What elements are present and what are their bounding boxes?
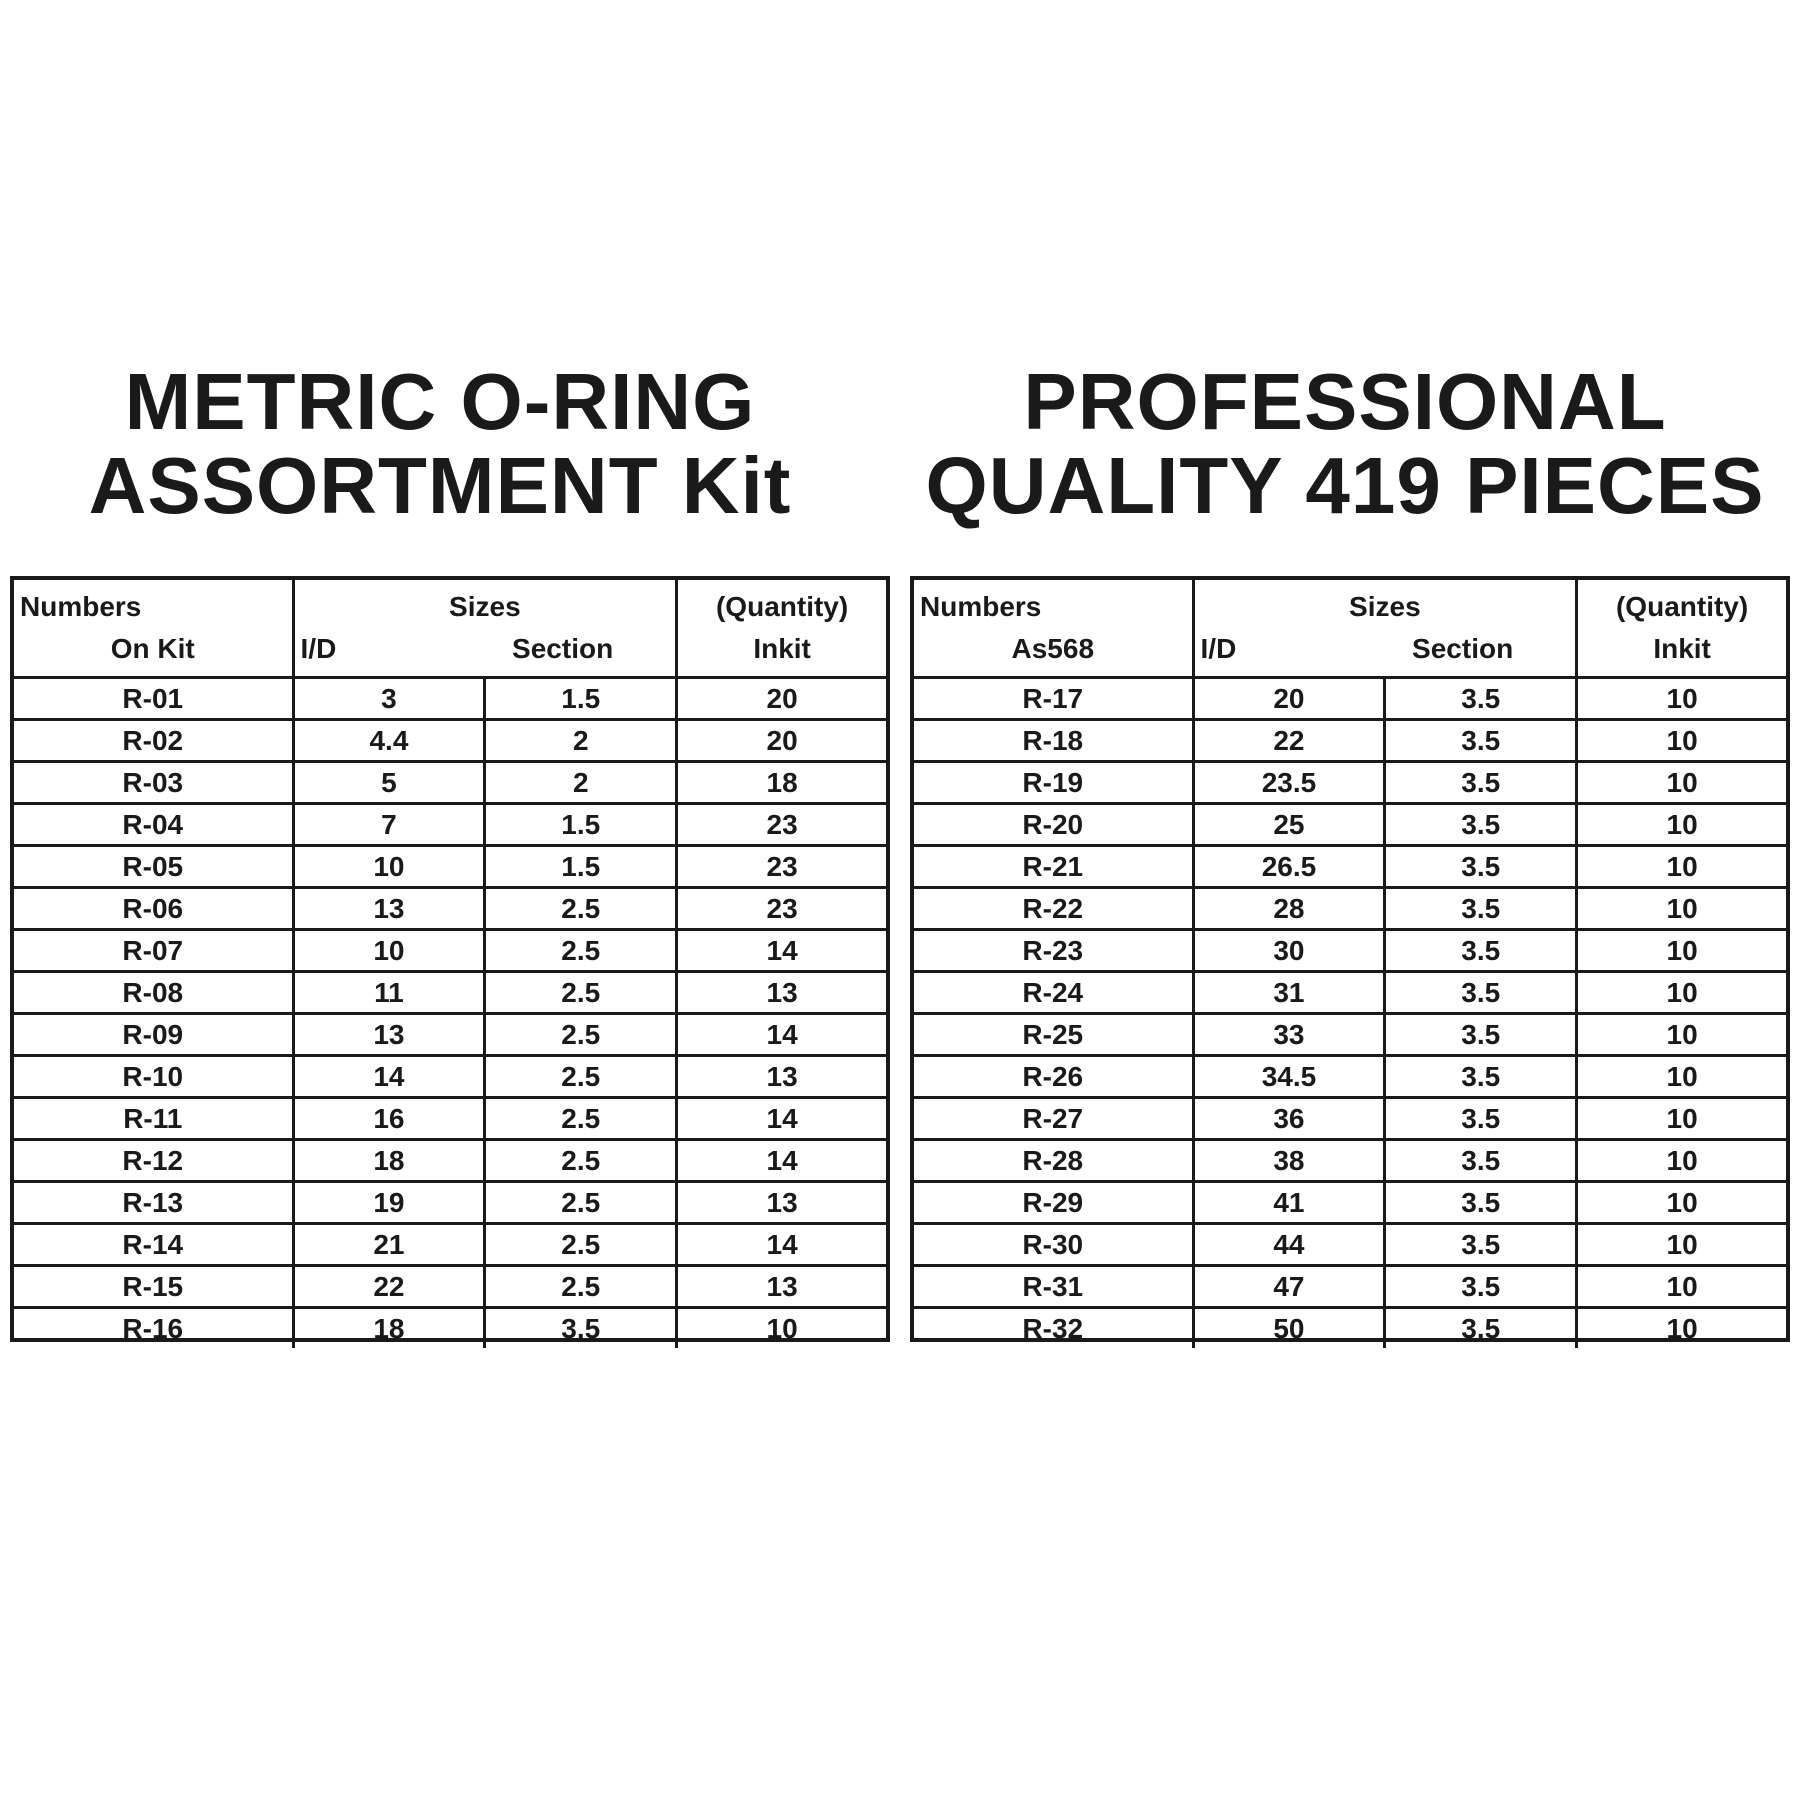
table-row [14,1098,886,1140]
cell-section: 3.5 [1385,1014,1577,1056]
table-row [914,720,1786,762]
cell-number: R-24 [914,972,1193,1014]
cell-section: 3.5 [1385,846,1577,888]
cell-quantity: 14 [677,1098,886,1140]
cell-section: 3.5 [1385,678,1577,720]
cell-number: R-19 [914,762,1193,804]
cell-id: 50 [1193,1308,1385,1349]
cell-id: 38 [1193,1140,1385,1182]
table-row [14,1224,886,1266]
title-right-line1: PROFESSIONAL [1023,357,1667,446]
cell-number: R-29 [914,1182,1193,1224]
cell-section: 3.5 [1385,1098,1577,1140]
cell-section: 3.5 [1385,972,1577,1014]
cell-number: R-22 [914,888,1193,930]
cell-number: R-03 [14,762,293,804]
cell-quantity: 10 [1577,1098,1786,1140]
cell-number: R-27 [914,1098,1193,1140]
cell-id: 36 [1193,1098,1385,1140]
cell-quantity: 10 [1577,1266,1786,1308]
cell-id: 10 [293,930,485,972]
table-row [914,1014,1786,1056]
table-row [14,1014,886,1056]
table-row [914,678,1786,720]
cell-section: 3.5 [1385,1308,1577,1349]
cell-quantity: 10 [1577,1182,1786,1224]
cell-id: 10 [293,846,485,888]
cell-section: 3.5 [1385,804,1577,846]
cell-id: 25 [1193,804,1385,846]
cell-section: 2.5 [485,972,677,1014]
cell-number: R-18 [914,720,1193,762]
cell-id: 30 [1193,930,1385,972]
cell-id: 47 [1193,1266,1385,1308]
cell-number: R-12 [14,1140,293,1182]
cell-number: R-02 [14,720,293,762]
left-size-table [10,576,890,1342]
table-row [914,1182,1786,1224]
cell-quantity: 10 [1577,1224,1786,1266]
title-left-line1: METRIC O-RING [124,357,756,446]
cell-section: 2.5 [485,1014,677,1056]
header-sizes-sub [295,628,676,670]
cell-id: 23.5 [1193,762,1385,804]
cell-quantity: 10 [1577,678,1786,720]
cell-section: 2.5 [485,1098,677,1140]
cell-number: R-10 [14,1056,293,1098]
cell-number: R-15 [14,1266,293,1308]
header-numbers-line1: Numbers [920,591,1042,622]
right-size-table [910,576,1790,1342]
cell-number: R-05 [14,846,293,888]
cell-id: 3 [293,678,485,720]
cell-id: 22 [1193,720,1385,762]
cell-section: 3.5 [1385,888,1577,930]
table-row [914,972,1786,1014]
table-row [914,1056,1786,1098]
cell-quantity: 10 [1577,720,1786,762]
cell-number: R-01 [14,678,293,720]
left-table [14,580,886,1348]
cell-quantity: 14 [677,930,886,972]
table-row [914,930,1786,972]
right-table [914,580,1786,1348]
cell-section: 3.5 [485,1308,677,1349]
cell-section: 3.5 [1385,762,1577,804]
table-row [14,720,886,762]
cell-quantity: 10 [1577,930,1786,972]
cell-number: R-08 [14,972,293,1014]
cell-section: 2.5 [485,930,677,972]
cell-section: 3.5 [1385,1266,1577,1308]
cell-number: R-32 [914,1308,1193,1349]
cell-quantity: 14 [677,1014,886,1056]
cell-quantity: 13 [677,1056,886,1098]
cell-section: 3.5 [1385,720,1577,762]
header-quantity-line2: Inkit [753,633,811,664]
cell-quantity: 10 [677,1308,886,1349]
title-right-line2: QUALITY 419 PIECES [925,441,1765,530]
header-quantity-line2: Inkit [1653,633,1711,664]
cell-section: 2.5 [485,1056,677,1098]
cell-number: R-17 [914,678,1193,720]
cell-number: R-11 [14,1098,293,1140]
cell-number: R-06 [14,888,293,930]
cell-section: 3.5 [1385,1224,1577,1266]
cell-id: 11 [293,972,485,1014]
cell-id: 44 [1193,1224,1385,1266]
cell-number: R-30 [914,1224,1193,1266]
header-sizes-title: Sizes [1349,591,1421,622]
cell-quantity: 10 [1577,1140,1786,1182]
cell-id: 16 [293,1098,485,1140]
cell-number: R-13 [14,1182,293,1224]
title-metric-o-ring [10,357,870,530]
cell-id: 14 [293,1056,485,1098]
table-row [14,804,886,846]
header-quantity [677,580,886,678]
table-row [14,678,886,720]
header-sizes-title: Sizes [449,591,521,622]
cell-quantity: 20 [677,720,886,762]
cell-quantity: 23 [677,888,886,930]
cell-quantity: 10 [1577,1308,1786,1349]
cell-quantity: 10 [1577,762,1786,804]
header-id: I/D [1200,633,1237,664]
table-row [14,1266,886,1308]
cell-id: 22 [293,1266,485,1308]
table-row [14,1056,886,1098]
header-numbers-line1: Numbers [20,591,142,622]
cell-number: R-16 [14,1308,293,1349]
cell-number: R-14 [14,1224,293,1266]
header-numbers-line2: On Kit [110,633,195,664]
cell-section: 2 [485,720,677,762]
cell-section: 3.5 [1385,930,1577,972]
cell-quantity: 18 [677,762,886,804]
cell-quantity: 10 [1577,1056,1786,1098]
header-sizes [1193,580,1577,678]
cell-section: 2.5 [485,1224,677,1266]
cell-quantity: 13 [677,1182,886,1224]
cell-id: 5 [293,762,485,804]
table-row [914,1308,1786,1349]
header-section: Section [1412,633,1514,664]
cell-id: 7 [293,804,485,846]
cell-section: 2.5 [485,1140,677,1182]
cell-number: R-09 [14,1014,293,1056]
table-row [914,888,1786,930]
cell-id: 26.5 [1193,846,1385,888]
cell-quantity: 13 [677,1266,886,1308]
table-row [14,930,886,972]
table-row [14,972,886,1014]
cell-id: 34.5 [1193,1056,1385,1098]
table-row [14,888,886,930]
cell-id: 19 [293,1182,485,1224]
cell-id: 41 [1193,1182,1385,1224]
table-row [914,846,1786,888]
cell-section: 3.5 [1385,1182,1577,1224]
cell-id: 4.4 [293,720,485,762]
cell-section: 2 [485,762,677,804]
cell-section: 3.5 [1385,1056,1577,1098]
header-numbers [914,580,1193,678]
cell-quantity: 10 [1577,846,1786,888]
cell-section: 2.5 [485,888,677,930]
cell-quantity: 10 [1577,972,1786,1014]
left-header-row [14,580,886,678]
cell-number: R-07 [14,930,293,972]
header-section: Section [512,633,614,664]
cell-id: 18 [293,1140,485,1182]
table-row [14,1140,886,1182]
cell-section: 3.5 [1385,1140,1577,1182]
cell-id: 20 [1193,678,1385,720]
cell-section: 2.5 [485,1266,677,1308]
table-row [14,762,886,804]
header-id: I/D [300,633,337,664]
table-row [914,1224,1786,1266]
header-quantity [1577,580,1786,678]
header-numbers-line2: As568 [1011,633,1095,664]
right-table-body [914,580,1786,1348]
table-row [14,1182,886,1224]
cell-quantity: 20 [677,678,886,720]
title-professional-quality [900,357,1790,530]
cell-quantity: 10 [1577,804,1786,846]
cell-id: 18 [293,1308,485,1349]
cell-section: 2.5 [485,1182,677,1224]
title-left-line2: ASSORTMENT Kit [88,441,792,530]
header-sizes [293,580,677,678]
cell-id: 28 [1193,888,1385,930]
cell-id: 33 [1193,1014,1385,1056]
table-row [914,1266,1786,1308]
cell-section: 1.5 [485,846,677,888]
table-row [914,1098,1786,1140]
cell-quantity: 23 [677,846,886,888]
left-table-body [14,580,886,1348]
cell-number: R-28 [914,1140,1193,1182]
cell-number: R-26 [914,1056,1193,1098]
table-row [914,1140,1786,1182]
cell-id: 31 [1193,972,1385,1014]
cell-id: 13 [293,888,485,930]
cell-quantity: 10 [1577,888,1786,930]
cell-quantity: 14 [677,1140,886,1182]
cell-number: R-21 [914,846,1193,888]
cell-quantity: 23 [677,804,886,846]
cell-section: 1.5 [485,804,677,846]
cell-number: R-20 [914,804,1193,846]
table-row [14,846,886,888]
cell-quantity: 10 [1577,1014,1786,1056]
header-quantity-line1: (Quantity) [715,591,849,622]
table-row [914,762,1786,804]
table-row [914,804,1786,846]
cell-id: 13 [293,1014,485,1056]
cell-number: R-31 [914,1266,1193,1308]
cell-number: R-04 [14,804,293,846]
right-header-row [914,580,1786,678]
table-row [14,1308,886,1349]
cell-quantity: 14 [677,1224,886,1266]
cell-id: 21 [293,1224,485,1266]
cell-quantity: 13 [677,972,886,1014]
cell-number: R-25 [914,1014,1193,1056]
cell-section: 1.5 [485,678,677,720]
header-numbers [14,580,293,678]
header-sizes-sub [1195,628,1576,670]
cell-number: R-23 [914,930,1193,972]
header-quantity-line1: (Quantity) [1615,591,1749,622]
